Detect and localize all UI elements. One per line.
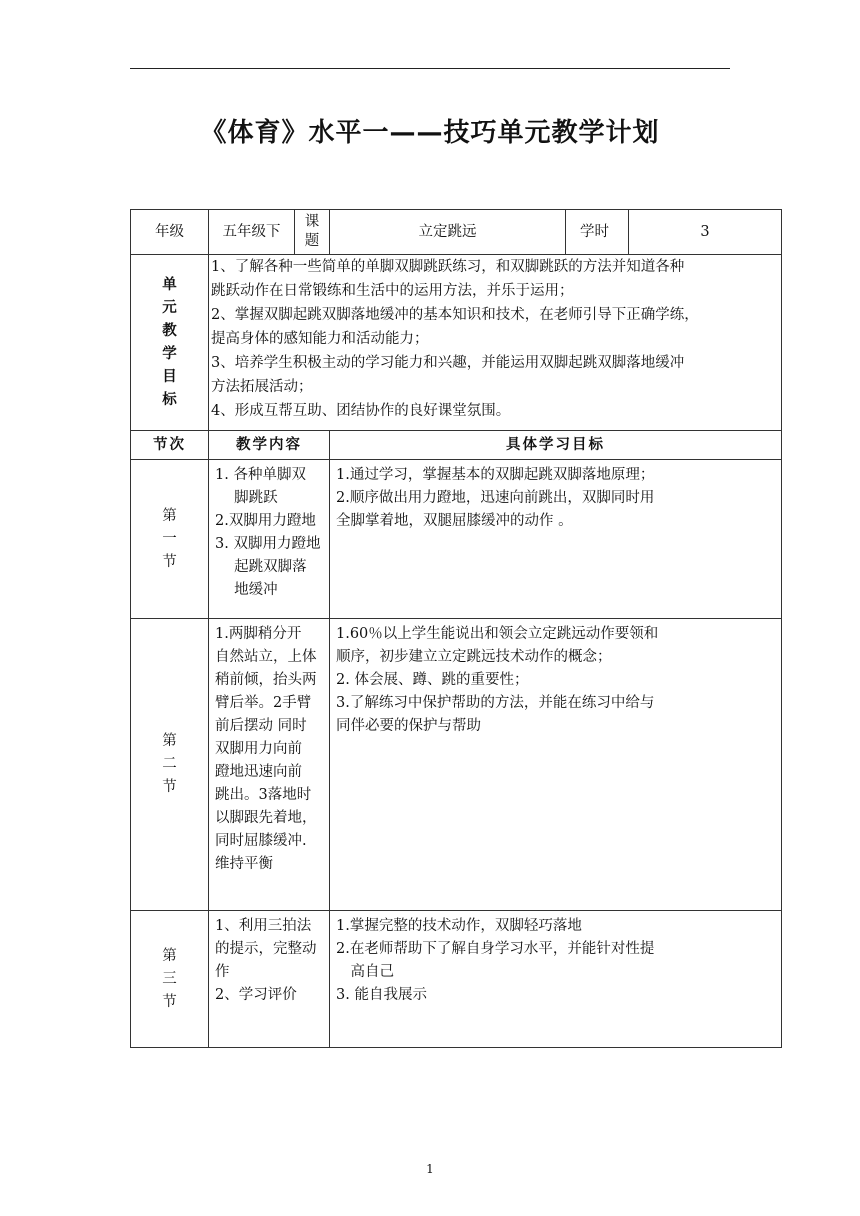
hours-value: 3 bbox=[629, 210, 782, 255]
content-line: 维持平衡 bbox=[215, 856, 273, 872]
objective-line: 3.了解练习中保护帮助的方法，并能在练习中给与 bbox=[336, 695, 655, 711]
page-number: 1 bbox=[426, 1162, 434, 1176]
content-line: 跳出。3落地时 bbox=[215, 787, 312, 803]
column-header-row bbox=[131, 431, 782, 460]
content-line: 2、学习评价 bbox=[215, 987, 297, 1003]
session-label-char: 一 bbox=[162, 530, 177, 547]
col-header-content: 教学内容 bbox=[209, 431, 330, 460]
grade-value: 五年级下 bbox=[209, 210, 295, 255]
session-objectives bbox=[330, 619, 782, 911]
session-content bbox=[209, 911, 330, 1048]
objective-line: 全脚掌着地，双腿屈膝缓冲的动作 。 bbox=[336, 513, 573, 529]
unit-goal-line: 4、形成互帮互助、团结协作的良好课堂氛围。 bbox=[211, 403, 511, 419]
unit-goals-text bbox=[209, 255, 782, 431]
unit-goal-line: 2、掌握双脚起跳双脚落地缓冲的基本知识和技术，在老师引导下正确学练， bbox=[211, 307, 699, 323]
unit-goals-row bbox=[131, 255, 782, 431]
unit-goals-label-char: 单 bbox=[162, 276, 177, 293]
content-line: 稍前倾，抬头两 bbox=[215, 672, 317, 688]
session-label-char: 第 bbox=[162, 733, 177, 749]
session-label-char: 第 bbox=[162, 507, 177, 524]
objective-line: 同伴必要的保护与帮助 bbox=[336, 718, 481, 734]
session-label bbox=[131, 460, 209, 619]
session-label-char: 节 bbox=[162, 779, 177, 795]
content-line: 臂后举。2手臂 bbox=[215, 695, 312, 711]
session-objectives bbox=[330, 911, 782, 1048]
unit-goals-label-char: 学 bbox=[162, 345, 177, 362]
unit-goals-label-char: 教 bbox=[162, 322, 177, 339]
session-content bbox=[209, 460, 330, 619]
content-line: 前后摆动 同时 bbox=[215, 718, 307, 734]
objective-line: 高自己 bbox=[336, 964, 394, 980]
unit-goals-label-char: 目 bbox=[162, 368, 177, 385]
session-label-char: 节 bbox=[162, 553, 177, 570]
unit-goal-line: 1、了解各种一些简单的单脚双脚跳跃练习，和双脚跳跃的方法并知道各种 bbox=[211, 259, 685, 275]
content-line: 1.两脚稍分开 bbox=[215, 626, 302, 642]
header-row bbox=[131, 210, 782, 255]
page-title: 《体育》水平一——技巧单元教学计划 bbox=[200, 118, 660, 148]
session-objectives bbox=[330, 460, 782, 619]
objective-line: 1.掌握完整的技术动作，双脚轻巧落地 bbox=[336, 918, 582, 934]
content-line: 以脚跟先着地， bbox=[215, 810, 317, 826]
col-header-objectives: 具体学习目标 bbox=[330, 431, 782, 460]
header-rule bbox=[130, 68, 730, 69]
unit-goal-line: 提高身体的感知能力和活动能力； bbox=[211, 331, 429, 347]
content-line: 2.双脚用力蹬地 bbox=[215, 513, 316, 529]
objective-line: 1.通过学习，掌握基本的双脚起跳双脚落地原理； bbox=[336, 467, 655, 483]
content-line: 同时屈膝缓冲. bbox=[215, 833, 307, 849]
session-label-char: 节 bbox=[162, 993, 177, 1010]
session-row bbox=[131, 911, 782, 1048]
objective-line: 2. 体会展、蹲、跳的重要性； bbox=[336, 672, 529, 688]
grade-label: 年级 bbox=[131, 210, 209, 255]
session-label bbox=[131, 911, 209, 1048]
content-line: 3. 双脚用力蹬地 bbox=[215, 536, 321, 552]
session-label-char: 三 bbox=[162, 970, 177, 987]
session-row bbox=[131, 460, 782, 619]
content-line: 的提示，完整动 bbox=[215, 941, 317, 957]
content-line: 脚跳跃 bbox=[215, 490, 278, 506]
unit-goal-line: 跳跃动作在日常锻练和生活中的运用方法，并乐于运用； bbox=[211, 283, 574, 299]
col-header-session: 节次 bbox=[131, 431, 209, 460]
content-line: 自然站立，上体 bbox=[215, 649, 317, 665]
unit-goals-label-char: 标 bbox=[162, 391, 177, 408]
objective-line: 2.在老师帮助下了解自身学习水平，并能针对性提 bbox=[336, 941, 655, 957]
content-line: 1. 各种单脚双 bbox=[215, 467, 306, 483]
objective-line: 顺序，初步建立立定跳远技术动作的概念； bbox=[336, 649, 612, 665]
content-line: 1、利用三拍法 bbox=[215, 918, 312, 934]
unit-goals-label-char: 元 bbox=[162, 299, 177, 316]
unit-goals-label bbox=[131, 255, 209, 431]
objective-line: 1.60％以上学生能说出和领会立定跳远动作要领和 bbox=[336, 626, 659, 642]
unit-goal-line: 3、培养学生积极主动的学习能力和兴趣，并能运用双脚起跳双脚落地缓冲 bbox=[211, 355, 685, 371]
objective-line: 3. 能自我展示 bbox=[336, 987, 427, 1003]
topic-value: 立定跳远 bbox=[330, 210, 566, 255]
content-line: 地缓冲 bbox=[215, 582, 278, 598]
session-label-char: 第 bbox=[162, 947, 177, 964]
content-line: 蹬地迅速向前 bbox=[215, 764, 302, 780]
session-label-char: 二 bbox=[162, 756, 177, 772]
content-line: 作 bbox=[215, 964, 230, 980]
teaching-plan-table bbox=[130, 209, 782, 1048]
unit-goal-line: 方法拓展活动； bbox=[211, 379, 313, 395]
session-row bbox=[131, 619, 782, 911]
topic-label: 课 题 bbox=[295, 210, 330, 255]
content-line: 双脚用力向前 bbox=[215, 741, 302, 757]
content-line: 起跳双脚落 bbox=[215, 559, 307, 575]
session-content bbox=[209, 619, 330, 911]
hours-label: 学时 bbox=[566, 210, 629, 255]
objective-line: 2.顺序做出用力蹬地，迅速向前跳出，双脚同时用 bbox=[336, 490, 655, 506]
session-label bbox=[131, 619, 209, 911]
